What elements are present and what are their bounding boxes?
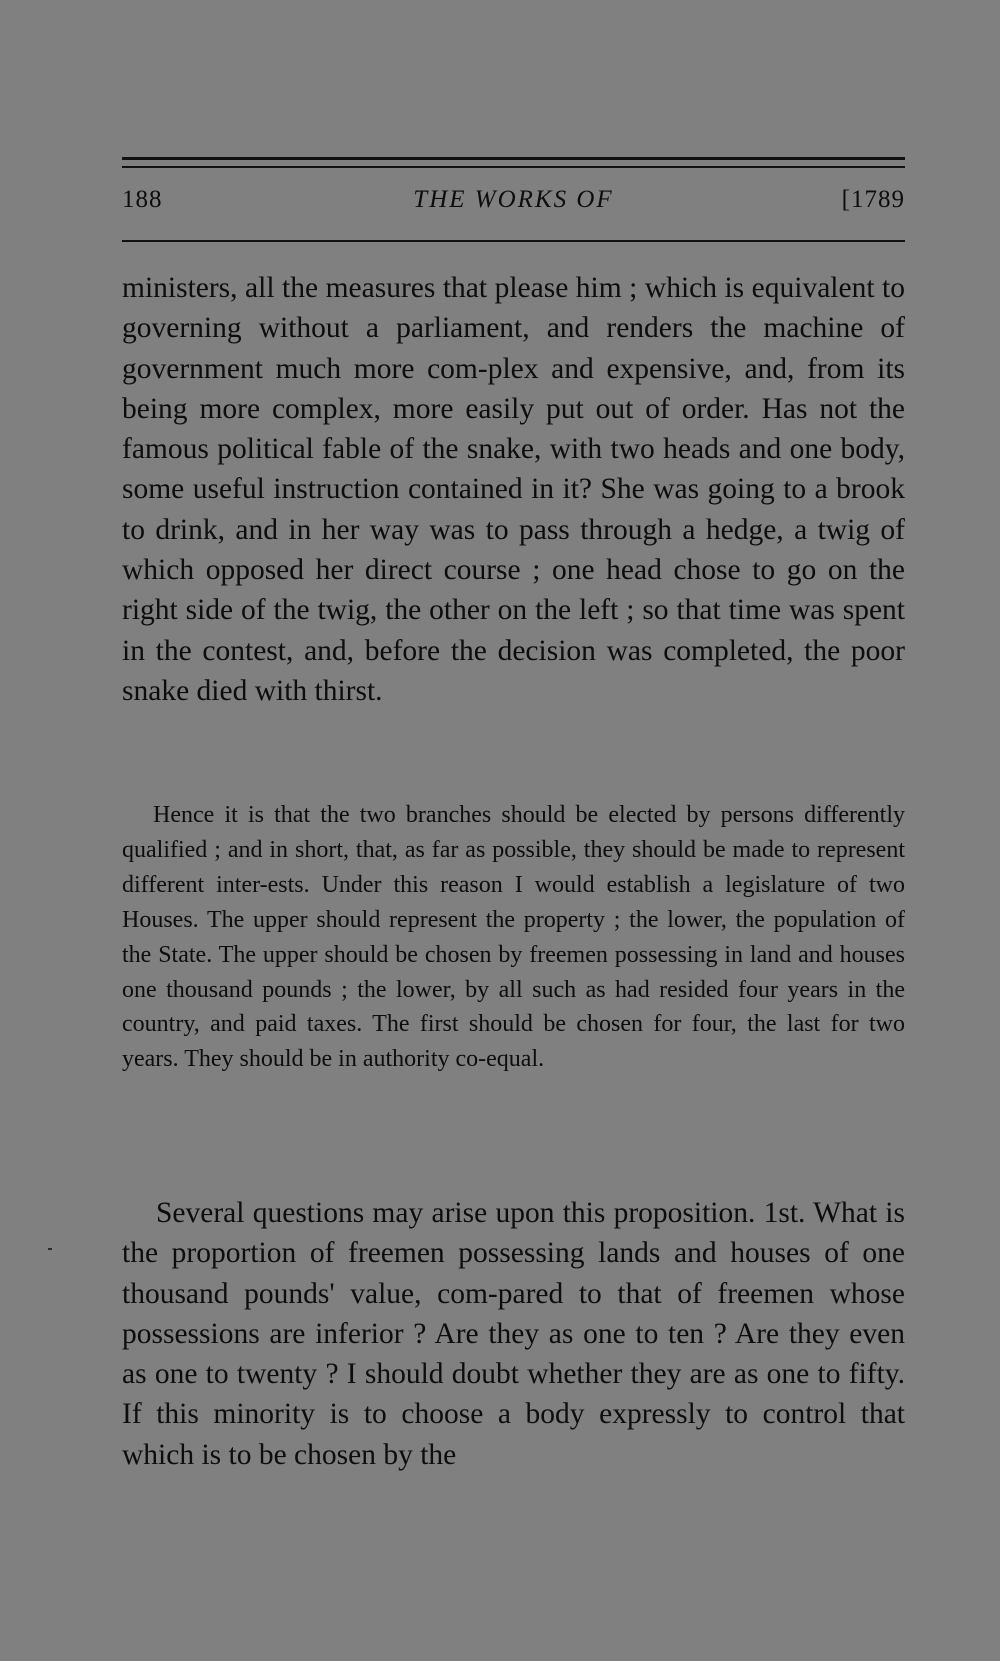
top-rule-thin — [122, 166, 905, 168]
running-head — [122, 186, 905, 226]
page-number: 188 — [122, 186, 163, 213]
body-paragraph-2: Hence it is that the two branches should be elected by persons differently qualified ; and in short, that, as far as possible, they should be made to represent different inter-ests. Under this reason I would establish a legislature of two Houses. The upper should represent the property ; the lower, the population of the State. The upper should be chosen by freemen possessing in land and houses one thousand pounds ; the lower, by all such as had resided four years in the country, and paid taxes. The first should be chosen for four, the last for two years. They should be in authority co-equal. — [122, 802, 905, 1073]
body-paragraph-1: ministers, all the measures that please him ; which is equivalent to governing without a parliament, and renders the machine of government much more com-plex and expensive, and, from its being more complex, more easily put out of order. Has not the famous political fable of the snake, with two heads and one body, some useful instruction contained in it? She was going to a brook to drink, and in her way was to pass through a hedge, a twig of which opposed her direct course ; one head chose to go on the right side of the twig, the other on the left ; so that time was spent in the contest, and, before the decision was completed, the poor snake died with thirst. — [122, 272, 905, 707]
body-paragraph-3: Several questions may arise upon this proposition. 1st. What is the proportion of freemen possessing lands and houses of one thousand pounds' value, com-pared to that of freemen whose possessions are inferior ? Are they as one to ten ? Are they even as one to twenty ? I should doubt whether they are as one to fifty. If this minority is to choose a body expressly to control that which is to be chosen by the — [122, 1197, 905, 1471]
header-rule — [122, 240, 905, 242]
margin-mark — [48, 1248, 52, 1250]
running-title: THE WORKS OF — [413, 186, 614, 213]
running-year: [1789 — [841, 186, 905, 213]
top-rule — [122, 157, 905, 160]
